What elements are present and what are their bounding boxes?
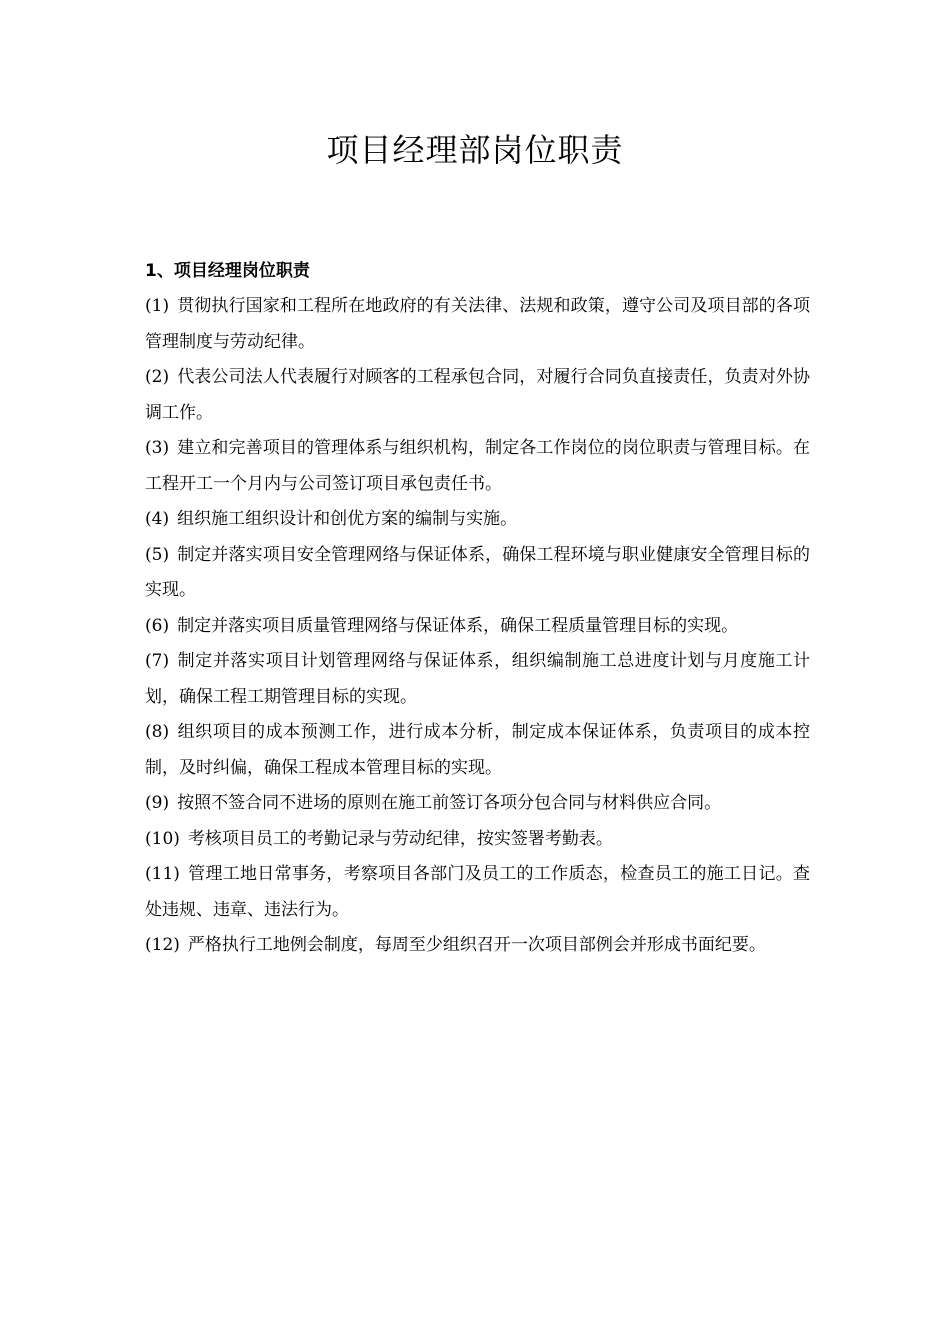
document-body [145, 254, 810, 964]
item-text: 组织施工组织设计和创优方案的编制与实施。 [177, 509, 518, 529]
list-item [145, 822, 810, 858]
item-number: (12) [145, 935, 180, 955]
item-text: 制定并落实项目质量管理网络与保证体系，确保工程质量管理目标的实现。 [177, 615, 739, 636]
item-number: (1) [145, 296, 170, 316]
item-text: 按照不签合同不进场的原则在施工前签订各项分包合同与材料供应合同。 [177, 793, 722, 813]
list-item [145, 715, 810, 786]
item-text: 组织项目的成本预测工作，进行成本分析，制定成本保证体系，负责项目的成本控制，及时纠偏，确保工程成本管理目标的实现。 [145, 722, 810, 778]
item-text: 制定并落实项目安全管理网络与保证体系，确保工程环境与职业健康安全管理目标的实现。 [145, 544, 810, 600]
item-number: (6) [145, 615, 170, 636]
list-item [145, 538, 810, 609]
list-item [145, 609, 810, 645]
item-number: (3) [145, 438, 170, 458]
list-item [145, 360, 810, 431]
list-item [145, 928, 810, 964]
item-number: (11) [145, 864, 180, 884]
item-number: (7) [145, 651, 170, 671]
item-text: 严格执行工地例会制度，每周至少组织召开一次项目部例会并形成书面纪要。 [187, 935, 766, 955]
item-number: (8) [145, 722, 170, 742]
item-text: 制定并落实项目计划管理网络与保证体系，组织编制施工总进度计划与月度施工计划，确保工程工期管理目标的实现。 [145, 651, 810, 707]
list-item [145, 502, 810, 538]
item-text: 建立和完善项目的管理体系与组织机构，制定各工作岗位的岗位职责与管理目标。在工程开工一个月内与公司签订项目承包责任书。 [145, 438, 810, 494]
list-item [145, 857, 810, 928]
item-number: (2) [145, 367, 170, 387]
list-item [145, 644, 810, 715]
item-text: 代表公司法人代表履行对顾客的工程承包合同，对履行合同负直接责任，负责对外协调工作。 [145, 367, 810, 423]
item-text: 贯彻执行国家和工程所在地政府的有关法律、法规和政策，遵守公司及项目部的各项管理制度与劳动纪律。 [145, 296, 810, 352]
item-text: 管理工地日常事务，考察项目各部门及员工的工作质态，检查员工的施工日记。查处违规、违章、违法行为。 [145, 864, 810, 920]
list-item [145, 786, 810, 822]
item-number: (9) [145, 793, 170, 813]
item-number: (10) [145, 828, 180, 849]
list-item [145, 289, 810, 360]
list-item [145, 431, 810, 502]
item-number: (5) [145, 544, 170, 565]
section-heading: 1、项目经理岗位职责 [145, 261, 310, 281]
item-number: (4) [145, 509, 170, 529]
page-title: 项目经理部岗位职责 [326, 131, 624, 169]
item-text: 考核项目员工的考勤记录与劳动纪律，按实签署考勤表。 [187, 828, 613, 849]
